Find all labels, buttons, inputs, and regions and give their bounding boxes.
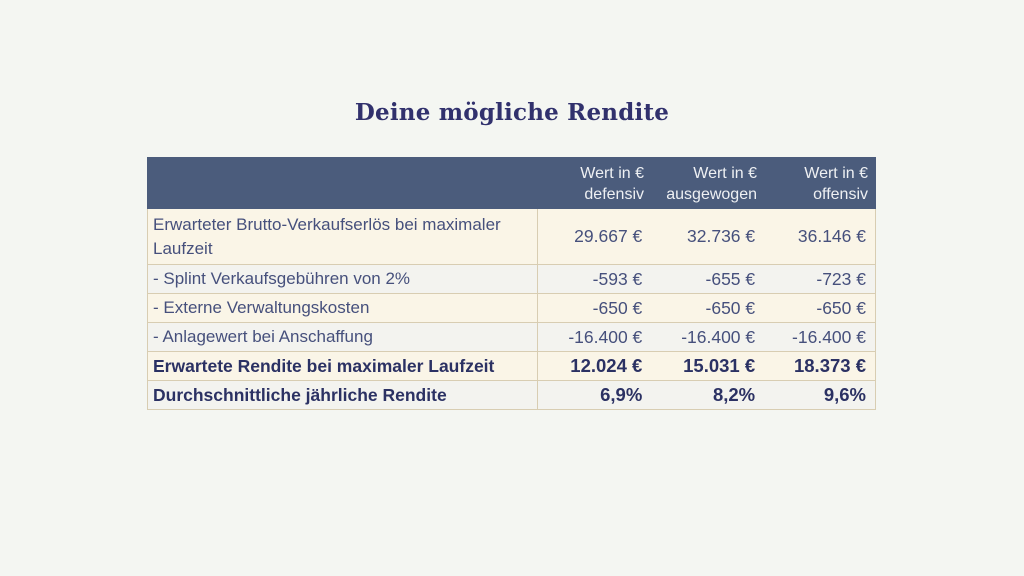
header-column-name: defensiv: [584, 186, 644, 203]
row-label: - Externe Verwaltungskosten: [148, 294, 538, 322]
row-value: -650 €: [592, 297, 643, 318]
table-row: [148, 293, 875, 322]
row-value: 9,6%: [823, 384, 866, 405]
row-value: 18.373 €: [793, 355, 866, 376]
table-body: [147, 209, 876, 410]
row-value: 29.667 €: [574, 226, 643, 246]
header-cell-ausgewogen: [652, 157, 765, 209]
row-value: 6,9%: [600, 384, 643, 405]
row-value: -16.400 €: [792, 326, 866, 347]
row-label: - Anlagewert bei Anschaffung: [148, 323, 538, 351]
header-column-name: offensiv: [813, 186, 868, 203]
header-column-name: ausgewogen: [666, 186, 757, 203]
row-value: 32.736 €: [687, 226, 756, 246]
rendite-table: [147, 157, 876, 410]
header-value-label: Wert in €: [804, 165, 868, 182]
header-value-label: Wert in €: [693, 165, 757, 182]
row-label: - Splint Verkaufsgebühren von 2%: [148, 265, 538, 293]
header-value-label: Wert in €: [580, 165, 644, 182]
row-label: Erwarteter Brutto-Verkaufserlös bei maximaler Laufzeit: [148, 209, 538, 264]
page-title: Deine mögliche Rendite: [354, 99, 670, 126]
header-cell-offensiv: [765, 157, 876, 209]
table-row: [148, 380, 875, 409]
row-label: Erwartete Rendite bei maximaler Laufzeit: [148, 352, 538, 380]
table-row: [148, 322, 875, 351]
row-value: -16.400 €: [568, 326, 643, 347]
row-value: -723 €: [816, 268, 866, 289]
row-value: 8,2%: [712, 384, 756, 405]
row-value: 12.024 €: [570, 355, 643, 376]
table-header-row: [147, 157, 876, 209]
table-row: [148, 209, 875, 264]
header-cell-empty: [147, 157, 539, 209]
table-row: [148, 264, 875, 293]
row-value: 36.146 €: [797, 226, 866, 246]
row-value: -16.400 €: [681, 326, 756, 347]
header-cell-defensiv: [539, 157, 652, 209]
table-row: [148, 351, 875, 380]
row-value: 15.031 €: [683, 355, 756, 376]
row-label: Durchschnittliche jährliche Rendite: [148, 381, 538, 409]
row-value: -593 €: [592, 268, 643, 289]
row-value: -650 €: [705, 297, 756, 318]
row-value: -650 €: [816, 297, 866, 318]
row-value: -655 €: [705, 268, 756, 289]
